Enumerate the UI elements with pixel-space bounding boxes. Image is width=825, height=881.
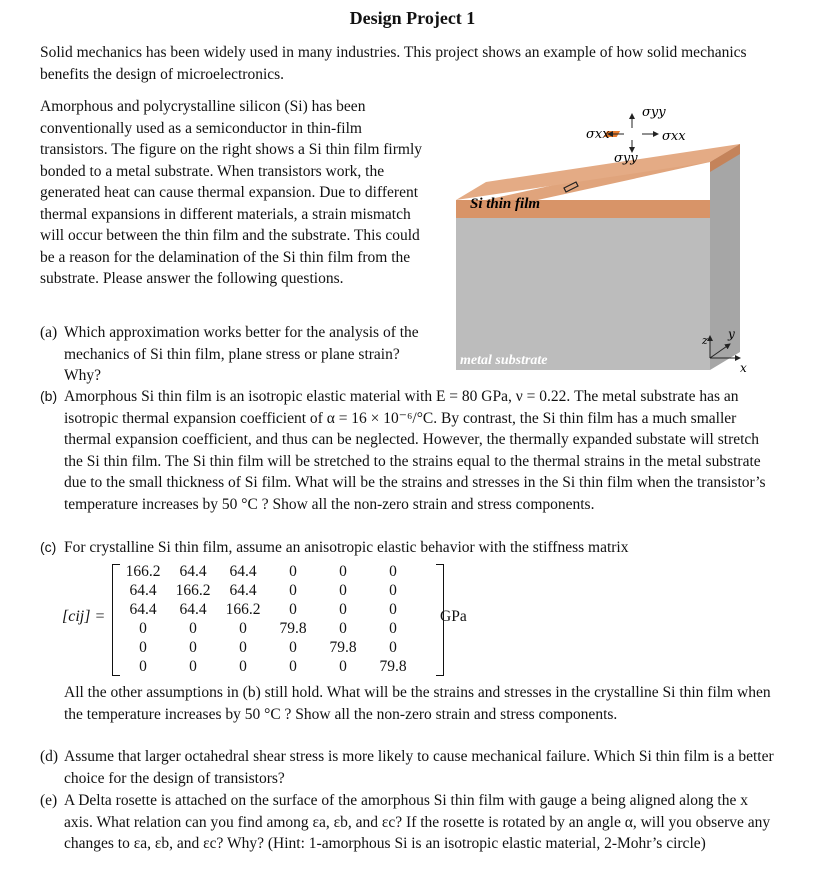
question-c-text: For crystalline Si thin film, assume an anisotropic elastic behavior with the stiffness matrix: [64, 539, 629, 556]
sigma-yy-top-label: σyy: [642, 105, 666, 120]
matrix-cell: 0: [339, 657, 347, 675]
question-a-label: (a): [40, 324, 58, 341]
matrix-row: [118, 562, 418, 581]
question-b-label: (b): [40, 388, 58, 404]
matrix-row: [118, 581, 418, 600]
question-e: [40, 790, 780, 855]
matrix-cell: 0: [189, 619, 197, 637]
stiffness-matrix: [60, 560, 480, 680]
matrix-cell: 0: [339, 581, 347, 599]
matrix-cell: 0: [189, 638, 197, 656]
matrix-cell: 0: [189, 657, 197, 675]
description-paragraph: Amorphous and polycrystalline silicon (Si) has been conventionally used as a semiconductor in thin-film transistors. The figure on the right shows a Si thin film firmly bonded to a metal substrate. When transistors work, the generated heat can cause thermal expansion. Due to different thermal expansions in different materials, a strain mismatch will occur between the thin film and the substrate. This could be a reason for the delamination of the Si thin film from the substrate. Please answer the following questions.: [40, 98, 423, 287]
matrix-cell: 0: [139, 638, 147, 656]
matrix-cell: 166.2: [225, 600, 261, 618]
matrix-cell: 0: [289, 600, 297, 618]
matrix-row: [118, 600, 418, 619]
matrix-cell: 0: [389, 562, 397, 580]
matrix-row: [118, 657, 418, 676]
matrix-cell: 0: [239, 657, 247, 675]
matrix-cell: 0: [339, 562, 347, 580]
intro-paragraph: Solid mechanics has been widely used in many industries. This project shows an example of how solid mechanics benefits the design of microelectronics.: [40, 44, 747, 83]
matrix-cell: 79.8: [279, 619, 307, 637]
matrix-cell: 166.2: [175, 581, 211, 599]
matrix-cell: 0: [389, 600, 397, 618]
matrix-cell: 0: [239, 619, 247, 637]
matrix-row: [118, 619, 418, 638]
matrix-cell: 64.4: [129, 600, 157, 618]
question-d: [40, 746, 780, 789]
y-axis-label: y: [728, 327, 735, 341]
substrate-side-face: [710, 144, 740, 370]
question-e-label: (e): [40, 792, 58, 809]
question-a-text: Which approximation works better for the analysis of the mechanics of Si thin film, plane stress or plane strain? Why?: [64, 324, 419, 384]
matrix-row: [118, 638, 418, 657]
matrix-cell: 0: [389, 619, 397, 637]
matrix-cell: 166.2: [125, 562, 161, 580]
matrix-cell: 0: [239, 638, 247, 656]
matrix-cell: 0: [289, 638, 297, 656]
matrix-lhs: [cij] =: [62, 608, 106, 625]
x-axis-label: x: [740, 361, 747, 375]
question-c: [40, 537, 780, 559]
matrix-cell: 79.8: [379, 657, 407, 675]
z-axis-label: z: [702, 334, 708, 347]
matrix-cell: 64.4: [179, 562, 207, 580]
matrix-cell: 0: [339, 619, 347, 637]
matrix-unit: GPa: [440, 608, 467, 625]
question-c-label: (c): [40, 539, 57, 555]
matrix-cell: 64.4: [179, 600, 207, 618]
matrix-cell: 64.4: [229, 581, 257, 599]
matrix-cell: 0: [289, 581, 297, 599]
matrix-cell: 0: [139, 619, 147, 637]
matrix-cell: 0: [289, 562, 297, 580]
film-label: Si thin film: [470, 196, 541, 212]
thin-film-figure: [448, 100, 778, 390]
matrix-cell: 0: [389, 581, 397, 599]
question-b: [40, 386, 780, 515]
matrix-cell: 79.8: [329, 638, 357, 656]
matrix-table: [118, 562, 418, 676]
question-b-text: Amorphous Si thin film is an isotropic elastic material with E = 80 GPa, ν = 0.22. The metal substrate has an isotropic thermal expansion coefficient of α = 16 × 10⁻⁶/°C. By contrast, the Si thin film has a much smaller thermal expansion coefficient, and thus can be neglected. However, the thermally expanded substate will stretch the Si thin film. The Si thin film will be stretched to the strains equal to the thermal strains in the metal substrate due to the small thickness of Si film. What will be the strains and stresses in the Si thin film when the transistor’s temperature increases by 50 °C ? Show all the non-zero strain and stress components.: [64, 388, 766, 513]
question-d-label: (d): [40, 748, 59, 765]
sigma-xx-right-label: σxx: [662, 129, 686, 144]
question-d-text: Assume that larger octahedral shear stress is more likely to cause mechanical failure. Which Si thin film is a better choice for the design of transistors?: [64, 748, 774, 787]
matrix-cell: 64.4: [229, 562, 257, 580]
substrate-diagram: [448, 100, 778, 390]
matrix-cell: 0: [389, 638, 397, 656]
question-e-text: A Delta rosette is attached on the surface of the amorphous Si thin film with gauge a being aligned along the x axis. What relation can you find among εa, εb, and εc? If the rosette is rotated by an angle α, will you observe any changes to εa, εb, and εc? Why? (Hint: 1-amorphous Si is an isotropic elastic material, 2-Mohr’s circle): [64, 792, 771, 852]
question-c-continued: [40, 682, 780, 725]
matrix-cell: 0: [139, 657, 147, 675]
substrate-front-face: [456, 218, 710, 370]
matrix-cell: 0: [339, 600, 347, 618]
question-c-after-text: All the other assumptions in (b) still hold. What will be the strains and stresses in the crystalline Si thin film when the temperature increases by 50 °C ? Show all the non-zero strain and stress components.: [64, 684, 771, 723]
question-a: [40, 322, 440, 387]
matrix-cell: 0: [289, 657, 297, 675]
matrix-cell: 64.4: [129, 581, 157, 599]
page-title: Design Project 1: [349, 8, 476, 28]
substrate-label: metal substrate: [460, 353, 548, 368]
sigma-yy-bottom-label: σyy: [614, 151, 638, 166]
sigma-xx-left-label: σxx: [586, 127, 610, 142]
